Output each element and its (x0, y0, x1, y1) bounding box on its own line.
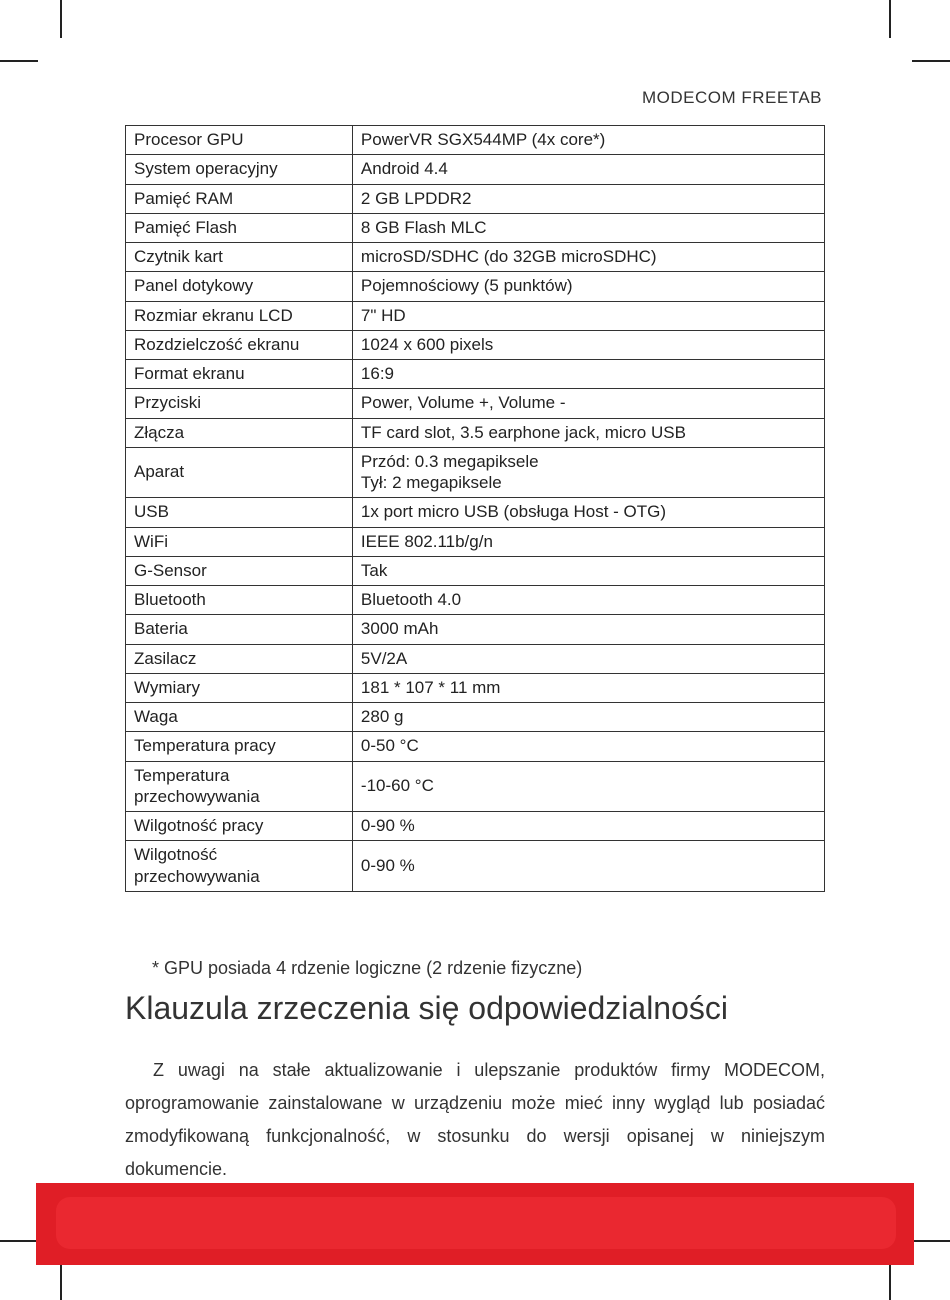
spec-label: Procesor GPU (126, 126, 353, 155)
table-row (126, 703, 825, 732)
table-row (126, 498, 825, 527)
spec-label: G-Sensor (126, 556, 353, 585)
crop-mark-bottom-left-horizontal (0, 1240, 38, 1242)
spec-label: Aparat (126, 447, 353, 498)
spec-value: 7" HD (352, 301, 824, 330)
spec-value: 16:9 (352, 360, 824, 389)
table-row (126, 272, 825, 301)
specification-table (125, 125, 825, 892)
spec-value: 3000 mAh (352, 615, 824, 644)
spec-value: 8 GB Flash MLC (352, 213, 824, 242)
crop-mark-top-right-horizontal (912, 60, 950, 62)
table-row (126, 243, 825, 272)
spec-value: 1x port micro USB (obsługa Host - OTG) (352, 498, 824, 527)
spec-value: 280 g (352, 703, 824, 732)
crop-mark-bottom-right-horizontal (912, 1240, 950, 1242)
spec-label: Czytnik kart (126, 243, 353, 272)
table-row (126, 841, 825, 892)
spec-value: PowerVR SGX544MP (4x core*) (352, 126, 824, 155)
spec-value: 0-50 °C (352, 732, 824, 761)
spec-label: Przyciski (126, 389, 353, 418)
spec-value: Przód: 0.3 megapiksele Tył: 2 megapiksele (352, 447, 824, 498)
table-row (126, 527, 825, 556)
table-row (126, 126, 825, 155)
spec-value: 2 GB LPDDR2 (352, 184, 824, 213)
crop-mark-top-right-vertical (889, 0, 891, 38)
crop-mark-top-left-vertical (60, 0, 62, 38)
spec-label: WiFi (126, 527, 353, 556)
table-row (126, 330, 825, 359)
spec-label: Rozdzielczość ekranu (126, 330, 353, 359)
spec-value: 5V/2A (352, 644, 824, 673)
crop-mark-top-left-horizontal (0, 60, 38, 62)
spec-value: IEEE 802.11b/g/n (352, 527, 824, 556)
table-row (126, 673, 825, 702)
spec-label: Zasilacz (126, 644, 353, 673)
table-row (126, 615, 825, 644)
crop-mark-bottom-right-vertical (889, 1262, 891, 1300)
spec-label: System operacyjny (126, 155, 353, 184)
spec-label: Wilgotność przechowywania (126, 841, 353, 892)
spec-value: 1024 x 600 pixels (352, 330, 824, 359)
section-title: Klauzula zrzeczenia się odpowiedzialności (125, 990, 728, 1026)
spec-value: TF card slot, 3.5 earphone jack, micro USB (352, 418, 824, 447)
page-header-brand: MODECOM FREETAB (641, 88, 822, 107)
spec-value: Bluetooth 4.0 (352, 586, 824, 615)
table-row (126, 301, 825, 330)
disclaimer-paragraph: Z uwagi na stałe aktualizowanie i ulepszanie produktów firmy MODECOM, oprogramowanie zainstalowane w urządzeniu może mieć inny wygląd lub posiadać zmodyfikowaną funkcjonalność, w stosunku do wersji opisanej w niniejszym dokumencie. (125, 1060, 825, 1179)
spec-label: Rozmiar ekranu LCD (126, 301, 353, 330)
table-row (126, 812, 825, 841)
spec-value: Power, Volume +, Volume - (352, 389, 824, 418)
spec-label: Bluetooth (126, 586, 353, 615)
table-row (126, 389, 825, 418)
table-row (126, 644, 825, 673)
spec-label: Wymiary (126, 673, 353, 702)
spec-value: 0-90 % (352, 812, 824, 841)
spec-value: 0-90 % (352, 841, 824, 892)
spec-label: Wilgotność pracy (126, 812, 353, 841)
table-row (126, 418, 825, 447)
table-row (126, 732, 825, 761)
spec-value: 181 * 107 * 11 mm (352, 673, 824, 702)
table-row (126, 761, 825, 812)
spec-label: Pamięć Flash (126, 213, 353, 242)
table-row (126, 586, 825, 615)
spec-value: microSD/SDHC (do 32GB microSDHC) (352, 243, 824, 272)
gpu-footnote: * GPU posiada 4 rdzenie logiczne (2 rdzenie fizyczne) (152, 958, 583, 978)
table-row (126, 155, 825, 184)
table-row (126, 360, 825, 389)
spec-value: Pojemnościowy (5 punktów) (352, 272, 824, 301)
spec-label: Format ekranu (126, 360, 353, 389)
spec-label: Waga (126, 703, 353, 732)
spec-label: Bateria (126, 615, 353, 644)
table-row (126, 184, 825, 213)
spec-label: Temperatura przechowywania (126, 761, 353, 812)
spec-label: Temperatura pracy (126, 732, 353, 761)
spec-label: Panel dotykowy (126, 272, 353, 301)
spec-label: Pamięć RAM (126, 184, 353, 213)
spec-label: USB (126, 498, 353, 527)
footer-red-inner-band (56, 1197, 896, 1249)
crop-mark-bottom-left-vertical (60, 1262, 62, 1300)
table-row (126, 556, 825, 585)
spec-value: Tak (352, 556, 824, 585)
spec-value: -10-60 °C (352, 761, 824, 812)
table-row (126, 447, 825, 498)
spec-value: Android 4.4 (352, 155, 824, 184)
spec-label: Złącza (126, 418, 353, 447)
table-row (126, 213, 825, 242)
